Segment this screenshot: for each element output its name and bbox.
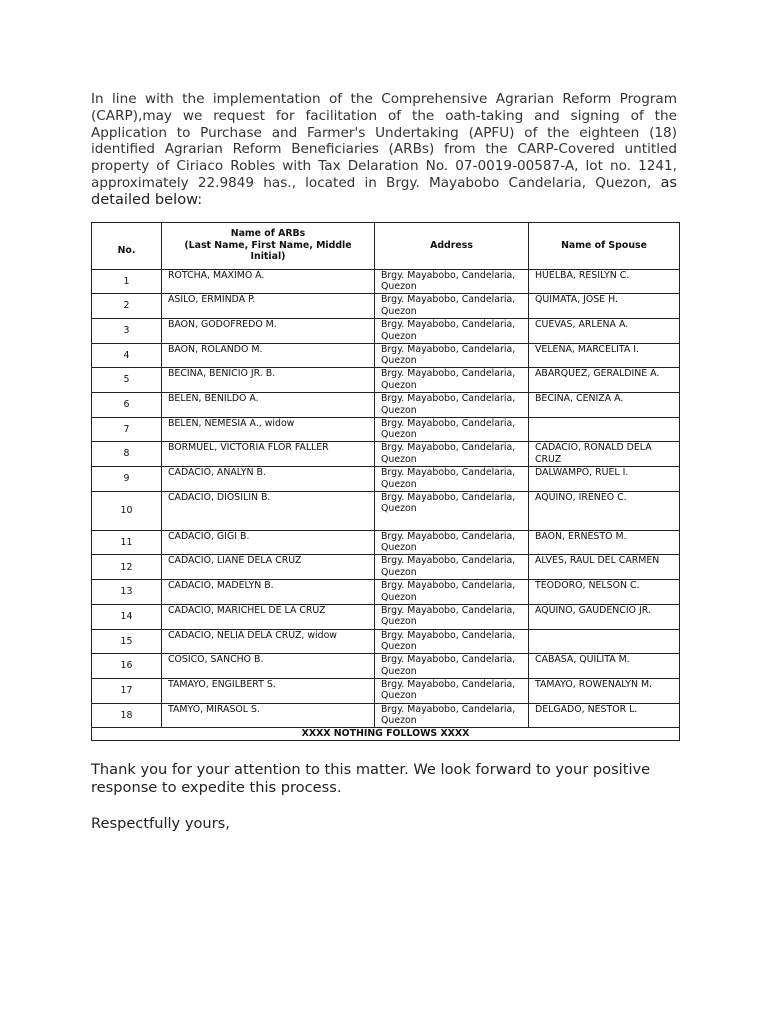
table-row: [92, 654, 680, 679]
spouse-name: CUEVAS, ARLENA A.: [529, 318, 680, 343]
arb-address: Brgy. Mayabobo, Candelaria, Quezon: [375, 269, 529, 294]
table-row: [92, 703, 680, 728]
intro-text: In line with the implementation of the Comprehensive Agrarian Reform Program (CARP),may we request for facilitation of the oath-taking and signing of the Application to Purchase and Farmer's Undertaking (APFU) of the eighteen (18) identified Agrarian Reform Beneficiaries (ARBs) from the CARP-Covered untitled property of Ciriaco Robles with Tax Delaration No. 07-0019-00587-A, lot no. 1241, approximately 22.9849 has., located in Brgy. Mayabobo Candelaria, Quezon,: [91, 91, 677, 191]
spouse-name: DELGADO, NESTOR L.: [529, 703, 680, 728]
row-number: 2: [92, 294, 162, 319]
spouse-name: [529, 417, 680, 442]
arb-name: CADACIO, DIOSILIN B.: [162, 491, 375, 530]
arb-address: Brgy. Mayabobo, Candelaria, Quezon: [375, 318, 529, 343]
row-number: 10: [92, 491, 162, 530]
table-row: [92, 442, 680, 467]
spouse-name: [529, 629, 680, 654]
spouse-name: TAMAYO, ROWENALYN M.: [529, 678, 680, 703]
arb-name: TAMYO, MIRASOL S.: [162, 703, 375, 728]
spouse-name: ALVES, RAUL DEL CARMEN: [529, 555, 680, 580]
row-number: 9: [92, 467, 162, 492]
arb-name: CADACIO, GIGI B.: [162, 530, 375, 555]
table-row: [92, 343, 680, 368]
arb-address: Brgy. Mayabobo, Candelaria, Quezon: [375, 491, 529, 530]
row-number: 7: [92, 417, 162, 442]
spouse-name: VELEÑA, MARCELITA I.: [529, 343, 680, 368]
spouse-name: CABASA, QUILITA M.: [529, 654, 680, 679]
header-address: Address: [375, 222, 529, 269]
arb-address: Brgy. Mayabobo, Candelaria, Quezon: [375, 294, 529, 319]
arb-name: COSICO, SANCHO B.: [162, 654, 375, 679]
intro-paragraph: [91, 91, 677, 209]
arb-name: CADACIO, ANALYN B.: [162, 467, 375, 492]
table-row: [92, 530, 680, 555]
nothing-follows-label: XXXX NOTHING FOLLOWS XXXX: [92, 728, 680, 741]
spouse-name: HUELBA, RESILYN C.: [529, 269, 680, 294]
arb-name: TAMAYO, ENGILBERT S.: [162, 678, 375, 703]
row-number: 5: [92, 368, 162, 393]
arb-address: Brgy. Mayabobo, Candelaria, Quezon: [375, 580, 529, 605]
spouse-name: DALWAMPO, RUEL I.: [529, 467, 680, 492]
arb-address: Brgy. Mayabobo, Candelaria, Quezon: [375, 467, 529, 492]
row-number: 8: [92, 442, 162, 467]
row-number: 15: [92, 629, 162, 654]
arb-name: CADACIO, MADELYN B.: [162, 580, 375, 605]
arb-name: CADACIO, LIANE DELA CRUZ: [162, 555, 375, 580]
arb-name: BAON, GODOFREDO M.: [162, 318, 375, 343]
arb-name: CADACIO, MARICHEL DE LA CRUZ: [162, 604, 375, 629]
row-number: 11: [92, 530, 162, 555]
arb-table-body: [92, 269, 680, 728]
table-row: [92, 491, 680, 530]
spouse-name: BAON, ERNESTO M.: [529, 530, 680, 555]
table-row: [92, 678, 680, 703]
row-number: 3: [92, 318, 162, 343]
row-number: 18: [92, 703, 162, 728]
arb-address: Brgy. Mayabobo, Candelaria, Quezon: [375, 555, 529, 580]
table-row: [92, 269, 680, 294]
arb-name: BORMUEL, VICTORIA FLOR FALLER: [162, 442, 375, 467]
table-row: [92, 294, 680, 319]
spouse-name: AQUINO, IRENEO C.: [529, 491, 680, 530]
arb-address: Brgy. Mayabobo, Candelaria, Quezon: [375, 604, 529, 629]
table-row: [92, 604, 680, 629]
arb-name: ROTCHA, MAXIMO A.: [162, 269, 375, 294]
table-row: [92, 368, 680, 393]
arb-address: Brgy. Mayabobo, Candelaria, Quezon: [375, 678, 529, 703]
arb-address: Brgy. Mayabobo, Candelaria, Quezon: [375, 393, 529, 418]
arb-name: BELEN, BENILDO A.: [162, 393, 375, 418]
header-name-text: Name of ARBs (Last Name, First Name, Middle Initial): [184, 228, 352, 263]
table-row: [92, 393, 680, 418]
header-name: [162, 222, 375, 269]
spouse-name: QUIMATA, JOSE H.: [529, 294, 680, 319]
arb-name: ASILO, ERMINDA P.: [162, 294, 375, 319]
table-row: [92, 555, 680, 580]
spouse-name: CADACIO, RONALD DELA CRUZ: [529, 442, 680, 467]
table-footer-row: [92, 728, 680, 741]
arb-address: Brgy. Mayabobo, Candelaria, Quezon: [375, 343, 529, 368]
arb-address: Brgy. Mayabobo, Candelaria, Quezon: [375, 654, 529, 679]
signoff-text: Respectfully yours,: [91, 814, 230, 832]
spouse-name: BECINA, CENIZA A.: [529, 393, 680, 418]
arb-address: Brgy. Mayabobo, Candelaria, Quezon: [375, 530, 529, 555]
spouse-name: TEODORO, NELSON C.: [529, 580, 680, 605]
row-number: 6: [92, 393, 162, 418]
arb-name: CADACIO, NELIA DELA CRUZ, widow: [162, 629, 375, 654]
arb-name: BELEN, NEMESIA A., widow: [162, 417, 375, 442]
row-number: 14: [92, 604, 162, 629]
row-number: 16: [92, 654, 162, 679]
table-header-row: [92, 222, 680, 269]
table-row: [92, 580, 680, 605]
row-number: 1: [92, 269, 162, 294]
spouse-name: ABARQUEZ, GERALDINE A.: [529, 368, 680, 393]
header-spouse: Name of Spouse: [529, 222, 680, 269]
arb-address: Brgy. Mayabobo, Candelaria, Quezon: [375, 629, 529, 654]
table-row: [92, 467, 680, 492]
table-row: [92, 629, 680, 654]
spouse-name: AQUINO, GAUDENCIO JR.: [529, 604, 680, 629]
arb-address: Brgy. Mayabobo, Candelaria, Quezon: [375, 442, 529, 467]
row-number: 12: [92, 555, 162, 580]
intro-tail: as detailed below:: [91, 173, 677, 208]
arb-address: Brgy. Mayabobo, Candelaria, Quezon: [375, 368, 529, 393]
header-no: No.: [92, 222, 162, 269]
arb-table: [91, 222, 680, 741]
arb-name: BECINA, BENICIO JR. B.: [162, 368, 375, 393]
row-number: 17: [92, 678, 162, 703]
closing-paragraph: Thank you for your attention to this matter. We look forward to your positive response to expedite this process.: [91, 760, 651, 796]
letter-page: [91, 91, 677, 833]
arb-name: BAON, ROLANDO M.: [162, 343, 375, 368]
row-number: 13: [92, 580, 162, 605]
row-number: 4: [92, 343, 162, 368]
arb-address: Brgy. Mayabobo, Candelaria, Quezon: [375, 417, 529, 442]
table-row: [92, 318, 680, 343]
arb-address: Brgy. Mayabobo, Candelaria, Quezon: [375, 703, 529, 728]
table-row: [92, 417, 680, 442]
